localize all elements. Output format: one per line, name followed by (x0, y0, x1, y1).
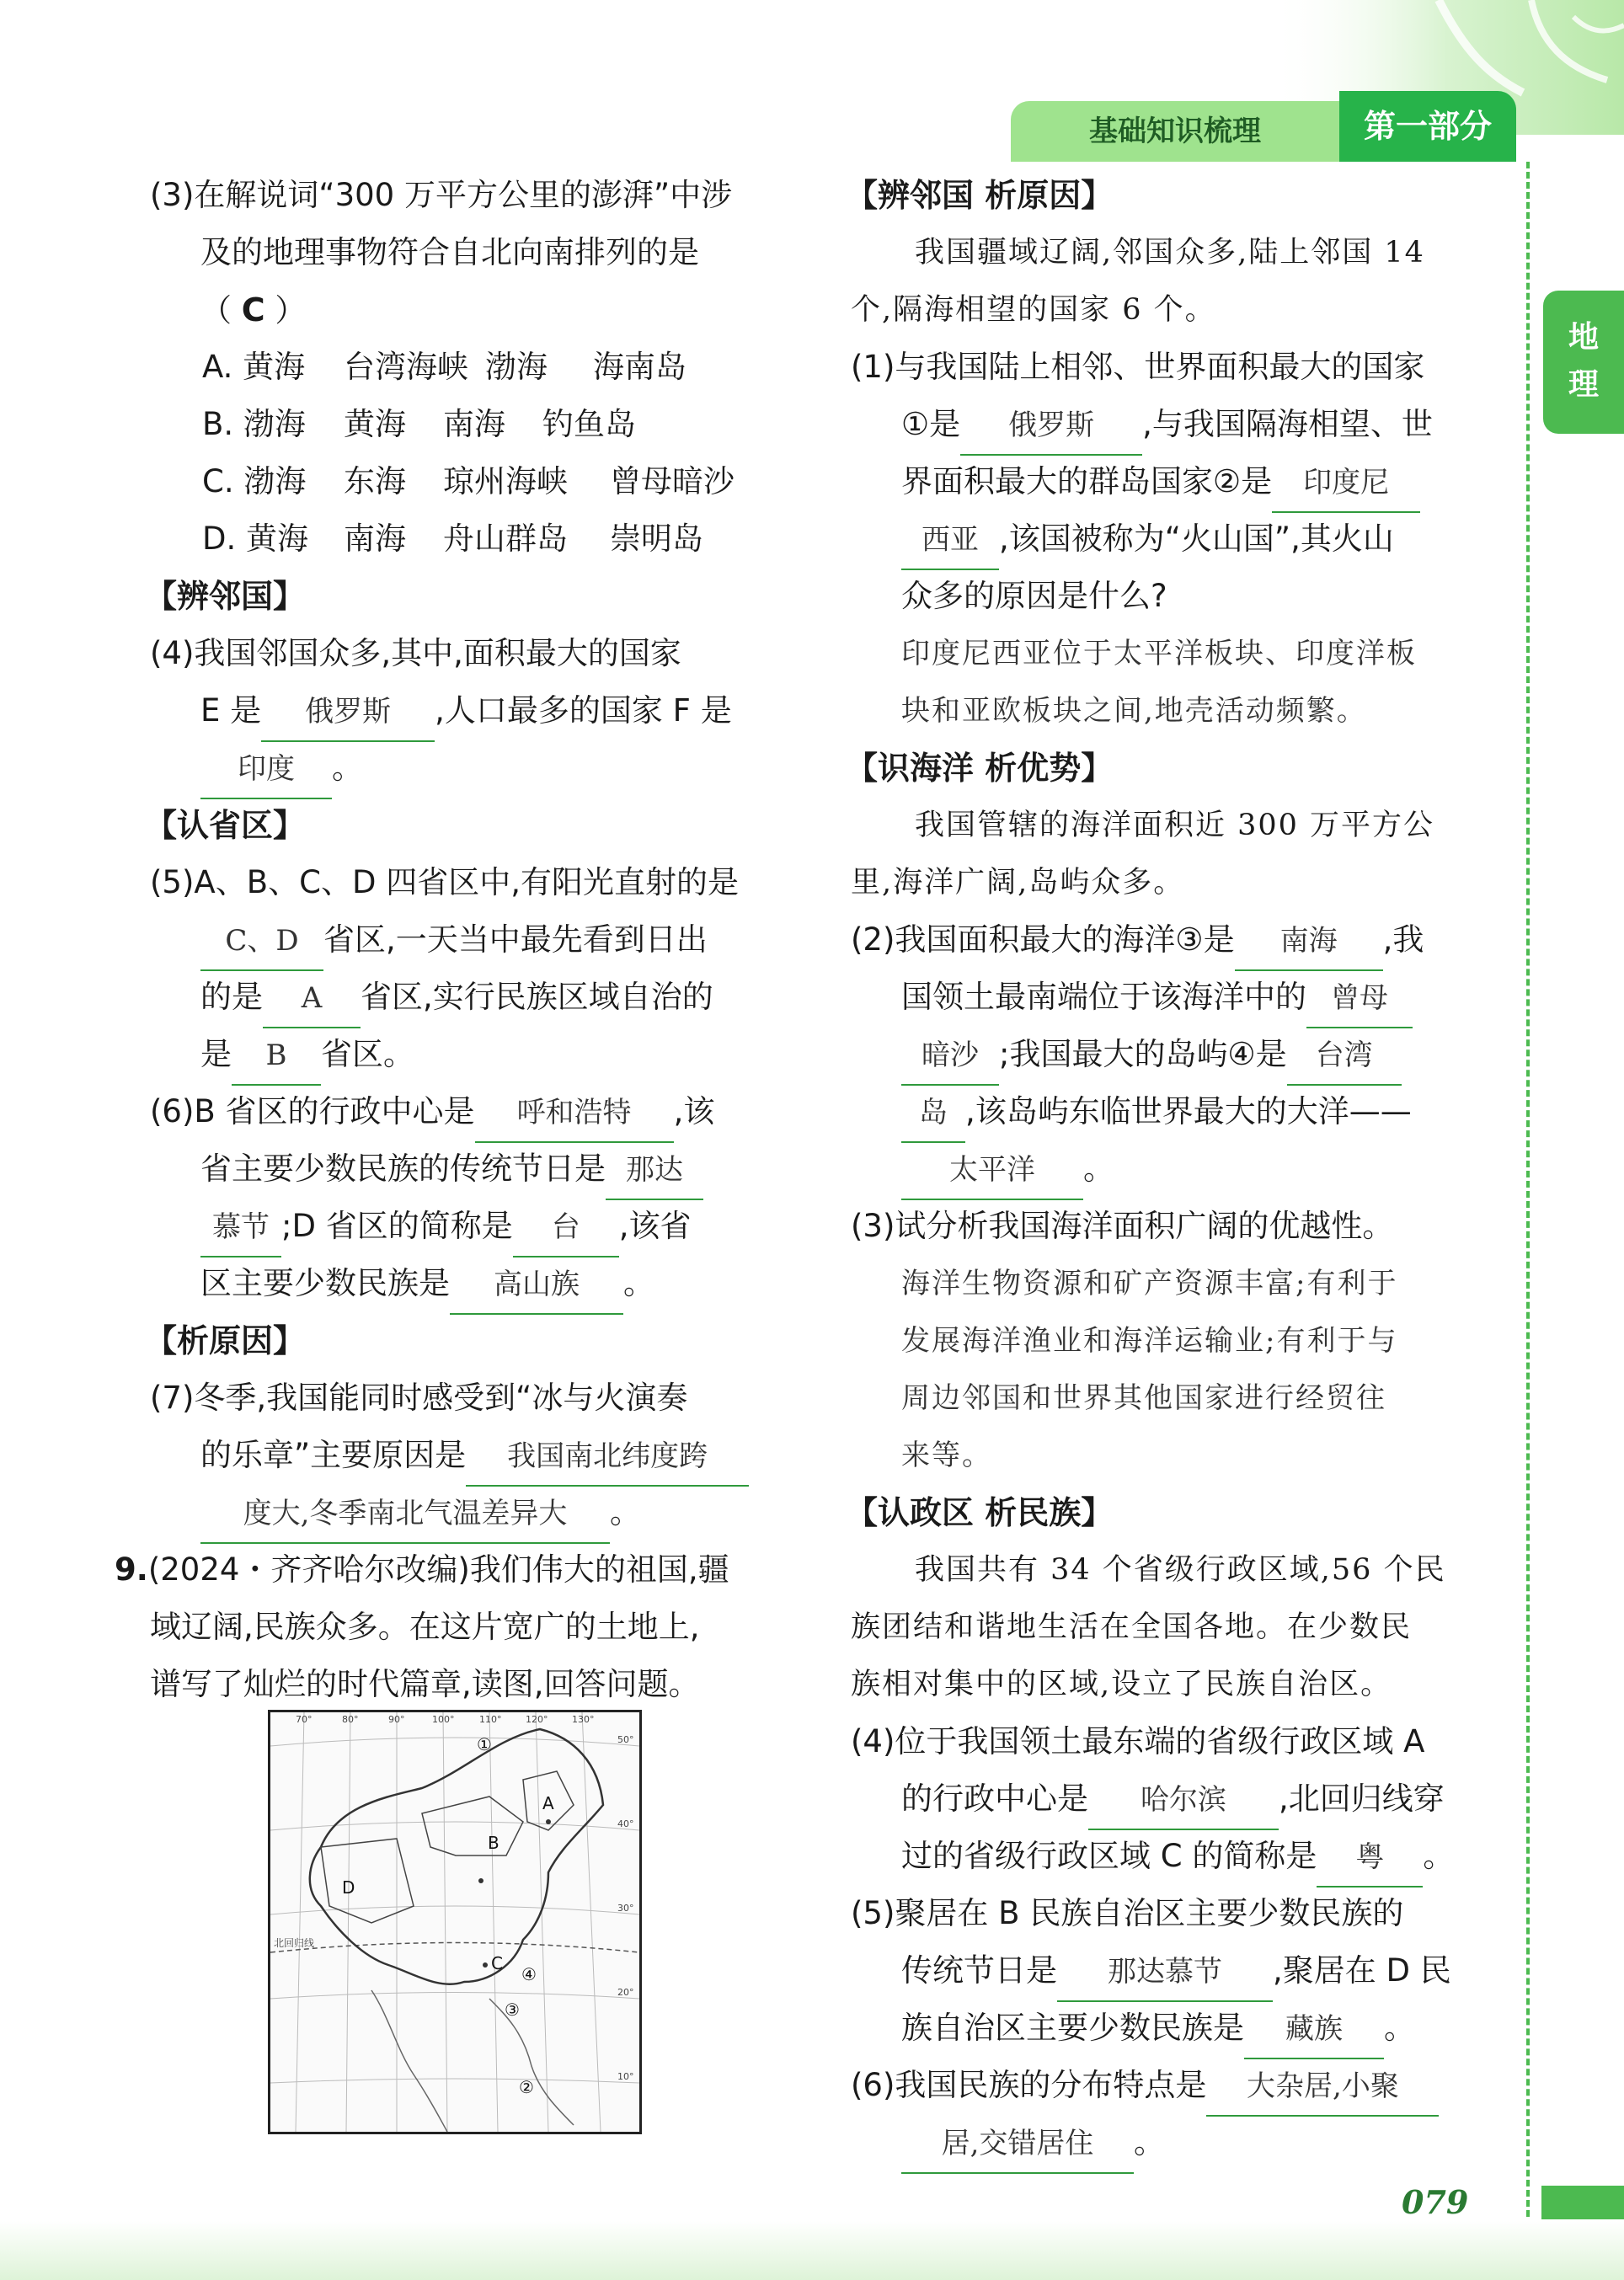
r-q1-l2-post: ,与我国隔海相望、世 (1142, 406, 1433, 442)
option-c-3: 琼州海峡 (443, 463, 568, 499)
option-d-4: 崇明岛 (610, 521, 703, 557)
r-q5-l2-post: ,聚居在 D 民 (1273, 1952, 1451, 1989)
r-q4-l3-post: 。 (1423, 1838, 1455, 1874)
q5-answer-direct-sun: C、D (200, 912, 323, 971)
r-q3-answer-text-4: 来等。 (901, 1439, 992, 1472)
q6-l3-post: ,该省 (618, 1208, 692, 1244)
r-q5-l2-pre: 传统节日是 (901, 1952, 1057, 1989)
subject-side-tab (1543, 291, 1624, 434)
option-d-3: 舟山群岛 (443, 521, 568, 557)
option-a-2: 台湾海峡 (344, 349, 468, 385)
q6-answer-festival-1: 那达 (606, 1141, 703, 1200)
lon-90: 90° (388, 1714, 405, 1725)
option-a-4: 海南岛 (593, 349, 686, 385)
r-q4-answer-harbin: 哈尔滨 (1088, 1771, 1279, 1830)
q4-answer-e: 俄罗斯 (261, 683, 435, 742)
q9-line-1 (115, 1541, 790, 1599)
option-d-1: D. 黄海 (202, 521, 309, 557)
r-q5-answer-naadam: 那达慕节 (1057, 1943, 1273, 2002)
intro3-line-1: 我国共有 34 个省级行政区域,56 个民 (915, 1553, 1446, 1587)
r-q2-l1-post: ,我 (1382, 921, 1424, 958)
q6-answer-abbrev: 台 (513, 1199, 619, 1257)
intro1-line-2: 个,隔海相望的国家 6 个。 (851, 293, 1216, 327)
lat-50: 50° (617, 1734, 634, 1745)
q3-line-1: (3)在解说词“300 万平方公里的澎湃”中涉 (150, 177, 733, 213)
q4-l3-post: 。 (332, 750, 363, 786)
lon-80: 80° (342, 1714, 359, 1725)
q6-line-1 (150, 1083, 790, 1140)
q5-answer-sunrise: A (263, 969, 361, 1028)
q6-answer-capital: 呼和浩特 (475, 1084, 674, 1143)
r-q4-l2-pre: 的行政中心是 (901, 1781, 1088, 1817)
q6-line-2 (150, 1140, 790, 1198)
lon-110: 110° (479, 1714, 502, 1725)
q5-line-3 (150, 969, 790, 1026)
q6-l3-mid: ;D 省区的简称是 (281, 1208, 513, 1244)
r-q6-l1-pre: (6)我国民族的分布特点是 (851, 2067, 1207, 2103)
option-c-1: C. 渤海 (202, 463, 307, 499)
map-label-b: B (488, 1833, 499, 1853)
r-q2-line-5 (851, 1140, 1491, 1198)
q9-line-3: 谱写了灿烂的时代篇章,读图,回答问题。 (150, 1666, 700, 1702)
china-map-svg (270, 1712, 639, 2132)
china-map-figure (268, 1710, 642, 2134)
r-q3-answer-text-2: 发展海洋渔业和海洋运输业;有利于与 (901, 1324, 1398, 1358)
intro2-line-2: 里,海洋广阔,岛屿众多。 (851, 866, 1185, 900)
map-label-d: D (342, 1877, 355, 1898)
r-q1-line-2 (851, 396, 1491, 453)
q9-line-2: 域辽阔,民族众多。在这片宽广的土地上, (150, 1609, 700, 1645)
q5-l3-pre: 的是 (200, 979, 263, 1015)
lat-30: 30° (617, 1903, 634, 1914)
option-a-1: A. 黄海 (202, 349, 306, 385)
q7-line-2 (150, 1427, 790, 1484)
q9-l1-text: (2024・齐齐哈尔改编)我们伟大的祖国,疆 (147, 1551, 729, 1588)
heading-ocean-advantage: 【识海洋 析优势】 (846, 750, 1114, 787)
q5-l4-pre: 是 (200, 1036, 232, 1072)
r-q2-l4-post: ,该岛屿东临世界最大的大洋—— (965, 1093, 1412, 1129)
q7-l2-pre: 的乐章”主要原因是 (200, 1437, 467, 1473)
heading-reasons: 【析原因】 (145, 1322, 306, 1359)
intro3-line-3: 族相对集中的区域,设立了民族自治区。 (851, 1668, 1392, 1701)
r-q6-answer-2: 居,交错居住 (901, 2115, 1134, 2174)
q4-l2-post: ,人口最多的国家 F 是 (435, 692, 732, 729)
option-d-2: 南海 (344, 521, 406, 557)
r-q4-l2-post: ,北回归线穿 (1279, 1781, 1445, 1817)
r-q1-l3-pre: 界面积最大的群岛国家②是 (901, 463, 1273, 499)
r-q1-line-5: 众多的原因是什么? (901, 578, 1167, 614)
left-column (115, 167, 790, 1713)
lon-120: 120° (526, 1714, 548, 1725)
q3-option-a (150, 339, 790, 396)
heading-provinces: 【认省区】 (145, 807, 306, 844)
q3-answer-line (150, 281, 790, 339)
q3-answer: C (241, 291, 265, 328)
q7-answer-2: 度大,冬季南北气温差异大 (200, 1485, 610, 1544)
r-q6-l2-post: 。 (1134, 2124, 1165, 2160)
r-q2-answer-taiwan-2: 岛 (901, 1084, 965, 1143)
option-c-2: 东海 (344, 463, 406, 499)
map-label-3: ③ (505, 2000, 520, 2020)
r-q5-l3-post: 。 (1384, 2010, 1415, 2046)
map-label-4: ④ (521, 1964, 537, 1984)
q5-l2-post: 省区,一天当中最先看到日出 (323, 921, 708, 958)
right-column (846, 167, 1491, 2171)
q6-answer-festival-2: 慕节 (200, 1199, 281, 1257)
r-q1-answer-text-2: 块和亚欧板块之间,地壳活动频繁。 (901, 694, 1367, 728)
r-q1-answer-russia: 俄罗斯 (960, 397, 1142, 456)
province-b-outline (422, 1797, 523, 1856)
r-q1-l2-pre: ①是 (901, 406, 961, 442)
r-q1-answer-text-1: 印度尼西亚位于太平洋板块、印度洋板 (901, 637, 1417, 670)
margin-dashed-line (1526, 162, 1530, 2217)
q6-l4-pre: 区主要少数民族是 (200, 1265, 450, 1301)
r-q5-line-2 (851, 1942, 1491, 2000)
side-tab-char-2: 理 (1568, 367, 1599, 402)
page-number-bar (1541, 2186, 1624, 2219)
lat-40: 40° (617, 1818, 634, 1829)
map-graticule (270, 1712, 639, 2132)
q6-l2-pre: 省主要少数民族的传统节日是 (200, 1151, 606, 1187)
q5-line-4 (150, 1026, 790, 1083)
option-b-2: 黄海 (344, 406, 406, 442)
q7-l3-post: 。 (610, 1494, 641, 1530)
r-q3-line-1: (3)试分析我国海洋面积广阔的优越性。 (851, 1208, 1394, 1244)
q3-option-d (150, 510, 790, 568)
q6-l4-post: 。 (623, 1265, 654, 1301)
r-q4-line-3 (851, 1828, 1491, 1885)
r-q4-answer-yue: 粤 (1317, 1829, 1423, 1888)
q6-l1-post: ,该 (673, 1093, 715, 1129)
r-q5-line-3 (851, 2000, 1491, 2057)
r-q1-line-4 (851, 510, 1491, 568)
map-label-2: ② (519, 2077, 534, 2097)
option-a-3: 渤海 (485, 349, 548, 385)
intro3-line-2: 族团结和谐地生活在全国各地。在少数民 (851, 1610, 1413, 1644)
q4-line-2 (150, 682, 790, 740)
r-q1-line-1: (1)与我国陆上相邻、世界面积最大的国家 (851, 349, 1425, 385)
q4-line-1: (4)我国邻国众多,其中,面积最大的国家 (150, 635, 681, 671)
q7-answer-1: 我国南北纬度跨 (466, 1428, 749, 1487)
tropic-label: 北回归线 (274, 1937, 315, 1949)
heading-regions-ethnicity: 【认政区 析民族】 (846, 1494, 1114, 1531)
q6-answer-ethnic: 高山族 (450, 1256, 623, 1315)
r-q2-answer-zengmu-2: 暗沙 (901, 1027, 999, 1086)
r-q2-answer-pacific: 太平洋 (901, 1141, 1083, 1200)
indochina-coast (371, 1990, 447, 2132)
q4-answer-f: 印度 (200, 740, 332, 799)
r-q3-answer-text-1: 海洋生物资源和矿产资源丰富;有利于 (901, 1267, 1398, 1300)
r-q2-line-1 (851, 911, 1491, 969)
heading-neighbors-reasons: 【辨邻国 析原因】 (846, 177, 1114, 214)
lon-130: 130° (572, 1714, 595, 1725)
intro1-line-1: 我国疆域辽阔,邻国众多,陆上邻国 14 (915, 236, 1425, 270)
r-q6-line-1 (851, 2057, 1491, 2114)
q6-l1-pre: (6)B 省区的行政中心是 (150, 1093, 475, 1129)
r-q4-line-1: (4)位于我国领土最东端的省级行政区域 A (851, 1723, 1425, 1759)
option-b-3: 南海 (443, 406, 505, 442)
r-q2-line-4 (851, 1083, 1491, 1140)
map-label-1: ① (477, 1734, 492, 1754)
r-q2-l5-post: 。 (1083, 1151, 1114, 1187)
section-tab-basics: 基础知识梳理 (1011, 101, 1339, 162)
tropic-of-cancer-line (270, 1943, 639, 1953)
r-q5-line-1: (5)聚居在 B 民族自治区主要少数民族的 (851, 1895, 1404, 1931)
q5-answer-autonomous: B (232, 1027, 321, 1086)
q5-line-1: (5)A、B、C、D 四省区中,有阳光直射的是 (150, 864, 739, 900)
r-q5-answer-tibetan: 藏族 (1244, 2000, 1384, 2059)
q7-line-1: (7)冬季,我国能同时感受到“冰与火演奏 (150, 1380, 688, 1416)
island-coast (489, 1999, 574, 2125)
r-q5-l3-pre: 族自治区主要少数民族是 (901, 2010, 1244, 2046)
r-q3-answer-text-3: 周边邻国和世界其他国家进行经贸往 (901, 1381, 1386, 1415)
map-label-a: A (542, 1793, 554, 1813)
province-d-outline (321, 1839, 414, 1923)
r-q2-answer-zengmu-1: 曾母 (1306, 969, 1413, 1028)
r-q2-answer-taiwan-1: 台湾 (1287, 1027, 1402, 1086)
q4-l2-pre: E 是 (200, 692, 262, 729)
header-tabs (1011, 91, 1516, 158)
intro2-line-1: 我国管辖的海洋面积近 300 万平方公 (915, 809, 1435, 842)
r-q1-answer-indonesia-2: 西亚 (901, 511, 999, 570)
q5-line-2 (150, 911, 790, 969)
r-q2-l3-mid: ;我国最大的岛屿④是 (999, 1036, 1287, 1072)
q4-line-3 (150, 740, 790, 797)
q6-line-4 (150, 1255, 790, 1312)
r-q2-line-2 (851, 969, 1491, 1026)
lat-10: 10° (617, 2071, 634, 2082)
section-tab-part-one: 第一部分 (1339, 91, 1516, 162)
q3-option-c (150, 453, 790, 510)
q9-number: 9. (115, 1551, 148, 1588)
q3-line-2: 及的地理事物符合自北向南排列的是 (200, 234, 699, 270)
lon-70: 70° (296, 1714, 313, 1725)
bottom-gradient (0, 2221, 1624, 2280)
r-q2-answer-south-sea: 南海 (1235, 912, 1383, 971)
r-q4-l3-pre: 过的省级行政区域 C 的简称是 (901, 1838, 1317, 1874)
r-q1-answer-indonesia-1: 印度尼 (1272, 454, 1420, 513)
r-q2-l2-pre: 国领土最南端位于该海洋中的 (901, 979, 1306, 1015)
lat-20: 20° (617, 1987, 634, 1998)
r-q6-answer-1: 大杂居,小聚 (1206, 2058, 1439, 2117)
heading-neighbors: 【辨邻国】 (145, 578, 306, 615)
q3-option-b (150, 396, 790, 453)
r-q4-line-2 (851, 1770, 1491, 1828)
page-number: 079 (1402, 2183, 1469, 2221)
option-c-4: 曾母暗沙 (610, 463, 735, 499)
q5-l4-post: 省区。 (321, 1036, 414, 1072)
lon-100: 100° (432, 1714, 455, 1725)
q7-line-3 (150, 1484, 790, 1541)
side-tab-char-1: 地 (1568, 320, 1599, 355)
r-q2-l1-pre: (2)我国面积最大的海洋③是 (851, 921, 1235, 958)
option-b-1: B. 渤海 (202, 406, 306, 442)
q5-l3-post: 省区,实行民族区域自治的 (361, 979, 713, 1015)
option-b-4: 钓鱼岛 (542, 406, 636, 442)
r-q1-line-3 (851, 453, 1491, 510)
r-q1-l4-post: ,该国被称为“火山国”,其火山 (999, 521, 1394, 557)
q3-paren-close: ） (264, 292, 307, 328)
q6-line-3 (150, 1198, 790, 1255)
map-label-c: C (491, 1953, 503, 1973)
r-q2-line-3 (851, 1026, 1491, 1083)
q3-paren-open: （ (200, 292, 242, 328)
r-q6-line-2 (851, 2114, 1491, 2171)
